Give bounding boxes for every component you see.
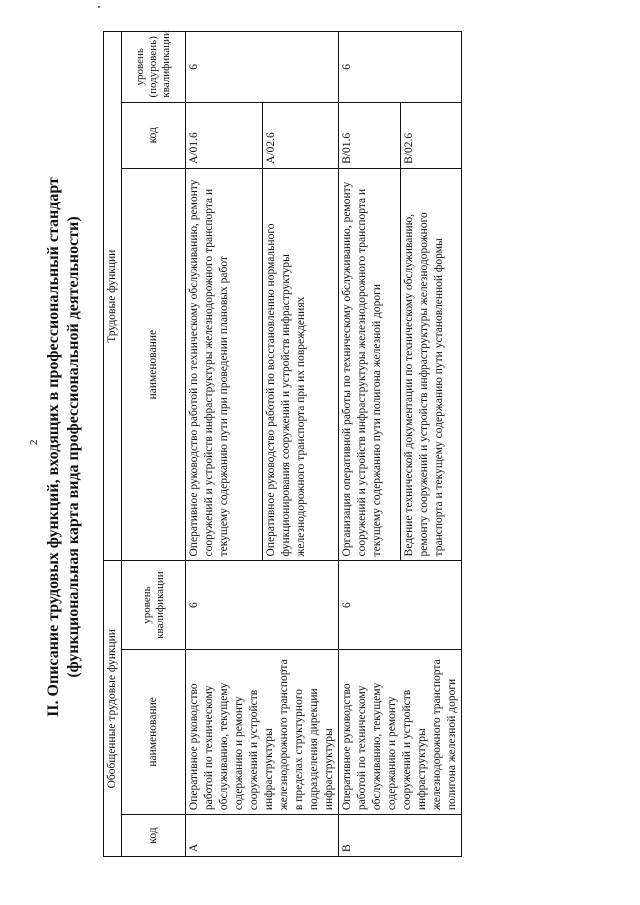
col-name-header: наименование (122, 649, 186, 814)
row-a-name: Оперативное руководство работой по техническому обслуживанию, текущему содержанию и ремонту сооружений и устройств инфраструктуры железнодорожного транспорта в пределах структурного подразделения дирекции инфраструктуры (186, 649, 339, 814)
page-number: 2 (28, 439, 40, 445)
row-b-name: Оперативное руководство работой по техническому обслуживанию, текущему содержанию и ремонту сооружений и устройств инфраструктуры железнодорожного транспорта полигона железной дороги (339, 649, 462, 814)
row-a1-tf-code: A/01.6 (186, 102, 263, 168)
title-line-1: II. Описание трудовых функций, входящих в профессиональный стандарт (45, 177, 62, 717)
group-header-row (104, 32, 122, 857)
row-b2-tf-name: Ведение технической документации по техническому обслуживанию, ремонту сооружений и устройств инфраструктуры железнодорожного транспорта и текущему содержанию пути установленной формы (400, 168, 462, 561)
row-b-code: B (339, 815, 462, 857)
row-a1-tf-name: Оперативное руководство работой по техническому обслуживанию, ремонту сооружений и устройств инфраструктуры железнодорожного транспорта и текущему содержанию пути при проведении плановых работ (186, 168, 263, 561)
col-tf-level-header: уровень (подуровень) квалификации (122, 32, 186, 103)
functional-map-table (103, 31, 462, 857)
row-a2-tf-code: A/02.6 (262, 102, 339, 168)
row-b1-tf-code: B/01.6 (339, 102, 401, 168)
row-a-level: 6 (186, 561, 339, 649)
row-a2-tf-name: Оперативное руководство работой по восстановлению нормального функционирования сооружений и устройств инфраструктуры железнодорожного транспорта при их повреждениях (262, 168, 339, 561)
row-b2-tf-code: B/02.6 (400, 102, 462, 168)
col-code-header: код (122, 815, 186, 857)
generalized-functions-header: Обобщенные трудовые функции (104, 561, 122, 857)
row-a-tf-level: 6 (186, 32, 339, 103)
table-row (186, 32, 263, 857)
column-header-row (122, 32, 186, 857)
title-line-2: (функциональная карта вида профессиональной деятельности) (65, 216, 82, 678)
row-b1-tf-name: Организация оперативной работы по техническому обслуживанию, ремонту сооружений и устройств инфраструктуры железнодорожного транспорта и текущему содержанию пути полигона железной дороги (339, 168, 401, 561)
row-a-code: A (186, 815, 339, 857)
col-tf-name-header: наименование (122, 168, 186, 561)
section-title (44, 37, 84, 857)
row-b-tf-level: 6 (339, 32, 462, 103)
row-b-level: 6 (339, 561, 462, 649)
table-row (339, 32, 401, 857)
col-tf-code-header: код (122, 102, 186, 168)
labor-functions-header: Трудовые функции (104, 32, 122, 561)
col-level-header: уровень квалификации (122, 561, 186, 649)
